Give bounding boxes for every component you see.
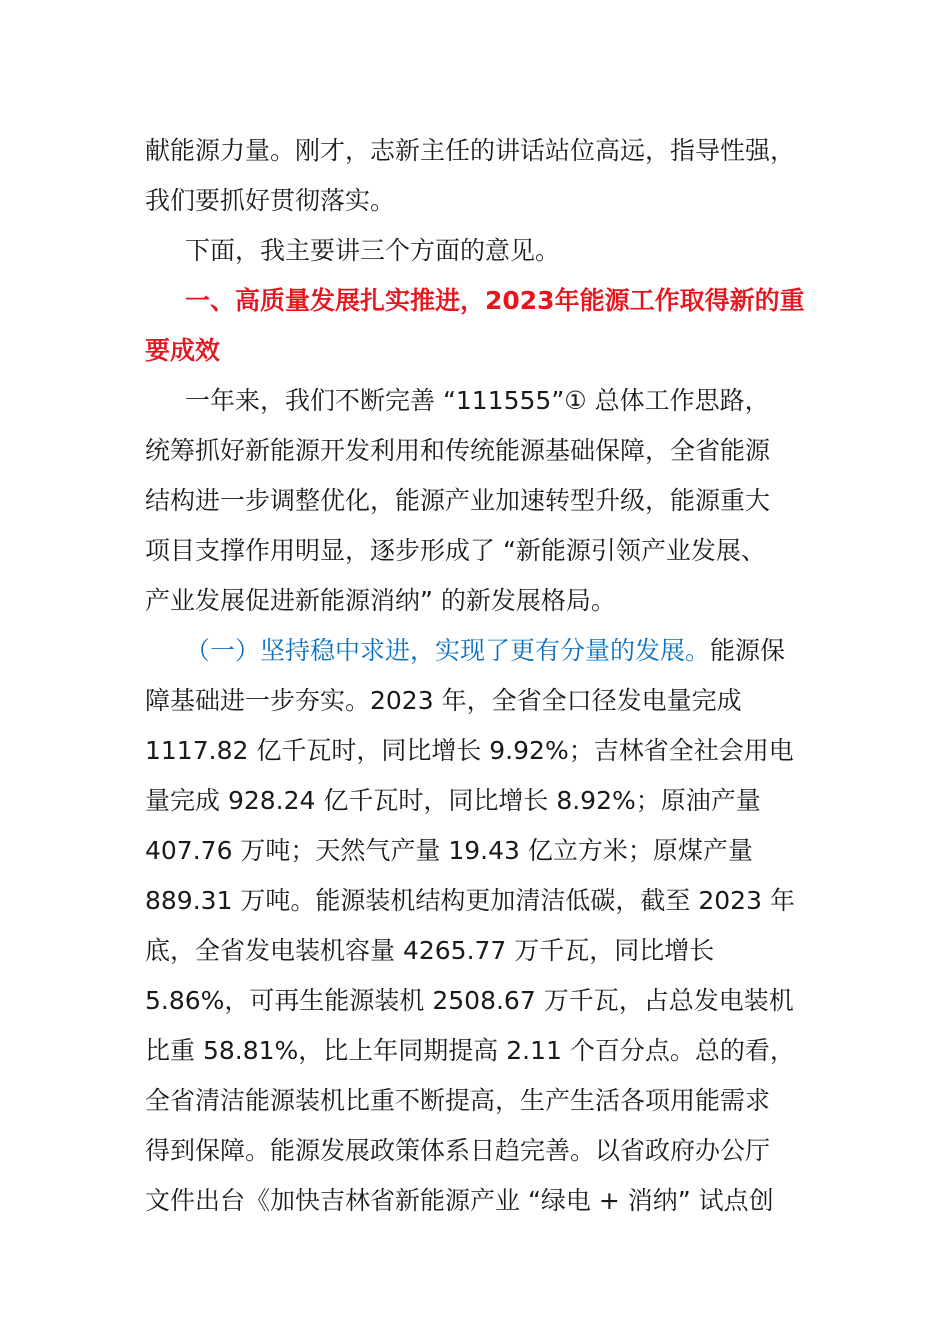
paragraph-line: 一年来，我们不断完善 “111555”① 总体工作思路，: [185, 386, 770, 415]
paragraph-line: 889.31 万吨。能源装机结构更加清洁低碳，截至 2023 年: [145, 886, 795, 915]
paragraph-line: 量完成 928.24 亿千瓦时，同比增长 8.92%；原油产量: [145, 786, 761, 815]
document-body: [145, 126, 805, 1226]
paragraph-line: 结构进一步调整优化，能源产业加速转型升级，能源重大: [145, 486, 771, 515]
paragraph-line: 得到保障。能源发展政策体系日趋完善。以省政府办公厅: [145, 1136, 771, 1165]
paragraph-line: 1117.82 亿千瓦时，同比增长 9.92%；吉林省全社会用电: [145, 736, 794, 765]
paragraph-line: 底，全省发电装机容量 4265.77 万千瓦，同比增长: [145, 936, 715, 965]
section-heading: 一、高质量发展扎实推进，2023年能源工作取得新的重: [185, 286, 805, 315]
paragraph-line: 项目支撑作用明显，逐步形成了 “新能源引领产业发展、: [145, 536, 766, 565]
paragraph-line: 407.76 万吨；天然气产量 19.43 亿立方米；原煤产量: [145, 836, 753, 865]
paragraph-line: 下面，我主要讲三个方面的意见。: [185, 236, 561, 265]
paragraph-line: 产业发展促进新能源消纳” 的新发展格局。: [145, 586, 616, 615]
paragraph-line: 5.86%，可再生能源装机 2508.67 万千瓦，占总发电装机: [145, 986, 794, 1015]
paragraph-line: 献能源力量。刚才，志新主任的讲话站位高远，指导性强，: [145, 136, 796, 165]
paragraph-line: 障基础进一步夯实。2023 年，全省全口径发电量完成: [145, 686, 742, 715]
subsection-heading: （一）坚持稳中求进，实现了更有分量的发展。: [185, 636, 711, 665]
paragraph-line: 我们要抓好贯彻落实。: [145, 186, 396, 215]
paragraph-line: 全省清洁能源装机比重不断提高，生产生活各项用能需求: [145, 1086, 771, 1115]
paragraph-text: 能源保: [710, 636, 786, 665]
paragraph-line: 比重 58.81%，比上年同期提高 2.11 个百分点。总的看，: [145, 1036, 795, 1065]
paragraph-line: 统筹抓好新能源开发利用和传统能源基础保障，全省能源: [145, 436, 771, 465]
paragraph-line: 文件出台《加快吉林省新能源产业 “绿电 + 消纳” 试点创: [145, 1186, 774, 1215]
section-heading-continued: 要成效: [145, 336, 221, 365]
subsection-line: [145, 626, 805, 676]
